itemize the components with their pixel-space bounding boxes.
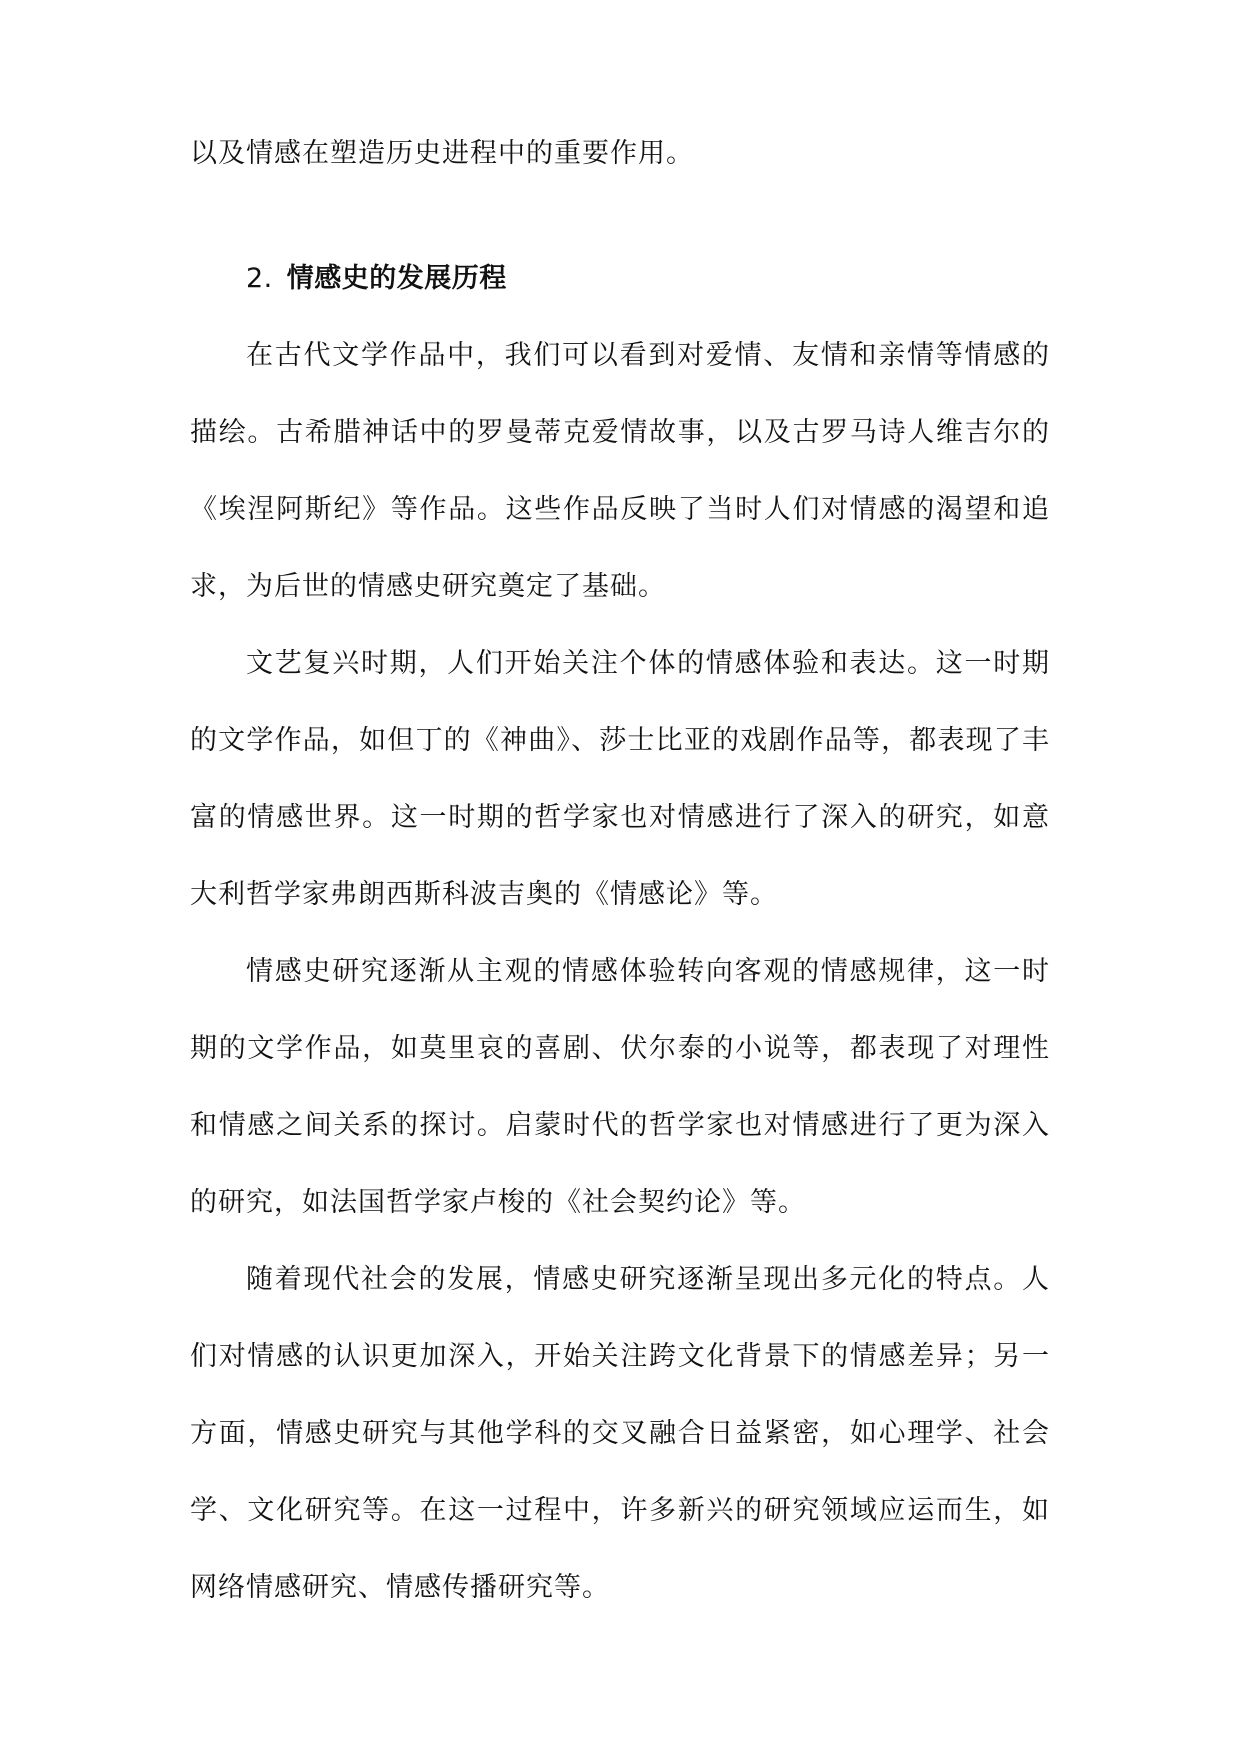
paragraph-ancient-literature: 在古代文学作品中，我们可以看到对爱情、友情和亲情等情感的描绘。古希腊神话中的罗曼蒂克爱情故事，以及古罗马诗人维吉尔的《埃涅阿斯纪》等作品。这些作品反映了当时人们对情感的渴望和追求，为后世的情感史研究奠定了基础。 [190, 340, 1050, 602]
section-number: 2. [246, 263, 273, 294]
section-title: 情感史的发展历程 [286, 263, 507, 294]
paragraph-renaissance: 文艺复兴时期，人们开始关注个体的情感体验和表达。这一时期的文学作品，如但丁的《神曲》、莎士比亚的戏剧作品等，都表现了丰富的情感世界。这一时期的哲学家也对情感进行了深入的研究，如意大利哲学家弗朗西斯科波吉奥的《情感论》等。 [190, 648, 1050, 910]
paragraph-enlightenment: 情感史研究逐渐从主观的情感体验转向客观的情感规律，这一时期的文学作品，如莫里哀的喜剧、伏尔泰的小说等，都表现了对理性和情感之间关系的探讨。启蒙时代的哲学家也对情感进行了更为深入的研究，如法国哲学家卢梭的《社会契约论》等。 [190, 956, 1050, 1218]
paragraph-modern-era: 随着现代社会的发展，情感史研究逐渐呈现出多元化的特点。人们对情感的认识更加深入，开始关注跨文化背景下的情感差异；另一方面，情感史研究与其他学科的交叉融合日益紧密，如心理学、社会学、文化研究等。在这一过程中，许多新兴的研究领域应运而生，如网络情感研究、情感传播研究等。 [190, 1264, 1050, 1603]
continuation-line: 以及情感在塑造历史进程中的重要作用。 [190, 138, 694, 169]
section-heading [246, 240, 507, 317]
